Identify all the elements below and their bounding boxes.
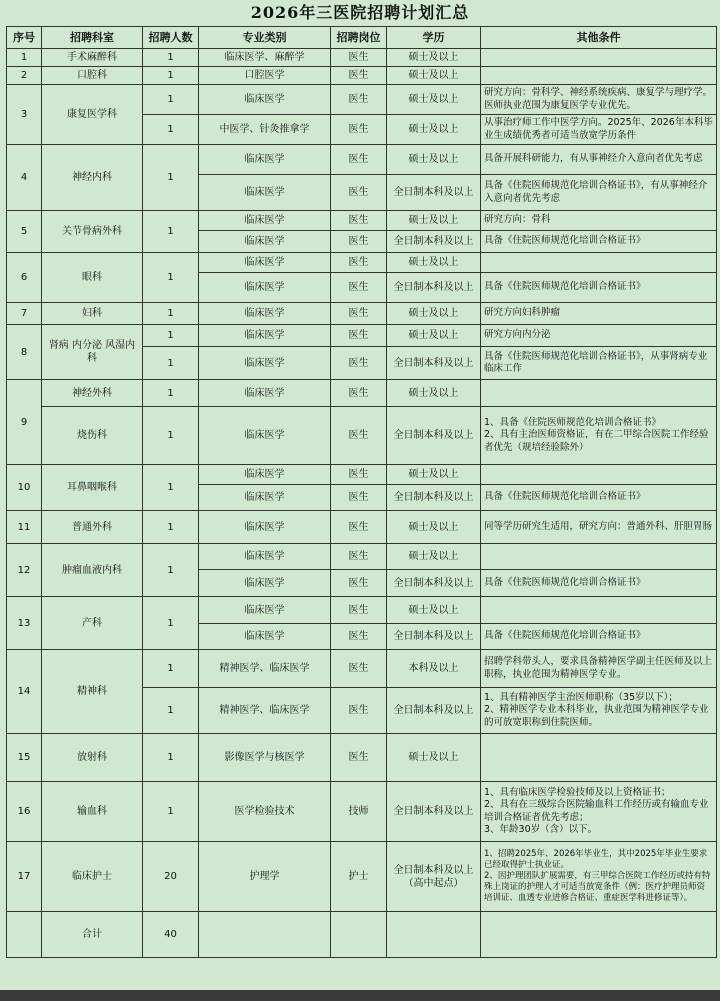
row-no: 7 [7,303,42,325]
row-count: 1 [143,688,199,734]
row-dept: 神经外科 [42,380,143,407]
row-cond: 1、招聘2025年、2026年毕业生，其中2025年毕业生要求已经取得护士执业证。 2、因护理团队扩展需要，有三甲综合医院工作经历或持有特殊上岗证的护理人才可适当放宽条件（例：医疗护理员师资培训证、血透专业进修合格证、重症医学科进修证等）。 [481,842,717,912]
row-edu: 硕士及以上 [387,211,481,231]
row-edu: 全日制本科及以上 [387,782,481,842]
row-post: 医生 [331,175,387,211]
row-cond: 从事治疗师工作中医学方向。2025年、2026年本科毕业生成绩优秀者可适当放宽学历条件 [481,115,717,145]
row-cond: 具备《住院医师规范化培训合格证书》 [481,231,717,253]
row-major: 护理学 [199,842,331,912]
total-count: 40 [143,912,199,958]
row-major: 影像医学与核医学 [199,734,331,782]
row-no: 16 [7,782,42,842]
table-row [7,325,717,347]
row-count: 1 [143,734,199,782]
row-count: 1 [143,49,199,67]
row-dept: 眼科 [42,253,143,303]
row-post: 医生 [331,380,387,407]
row-major: 临床医学 [199,624,331,650]
row-major: 临床医学 [199,211,331,231]
recruitment-table [6,26,717,958]
row-count: 1 [143,782,199,842]
row-edu: 硕士及以上 [387,253,481,273]
row-edu: 全日制本科及以上 [387,485,481,511]
row-cond: 具备《住院医师规范化培训合格证书》 [481,273,717,303]
row-post: 医生 [331,67,387,85]
row-count: 1 [143,650,199,688]
row-post: 医生 [331,734,387,782]
row-edu: 硕士及以上 [387,544,481,570]
row-post: 医生 [331,570,387,597]
row-post: 医生 [331,253,387,273]
row-edu: 全日制本科及以上 [387,688,481,734]
row-no [7,912,42,958]
row-major: 临床医学 [199,485,331,511]
row-major: 临床医学、麻醉学 [199,49,331,67]
row-dept: 肾病 内分泌 风湿内科 [42,325,143,380]
row-count: 1 [143,211,199,253]
row-cond: 1、具备《住院医师规范化培训合格证书》 2、具有主治医师资格证，有在二甲综合医院工作经验者优先（规培经验除外） [481,407,717,465]
table-row [7,734,717,782]
row-major: 临床医学 [199,511,331,544]
row-count: 1 [143,325,199,347]
table-row [7,782,717,842]
row-post: 医生 [331,544,387,570]
row-post: 医生 [331,115,387,145]
row-edu: 硕士及以上 [387,597,481,624]
row-dept: 普通外科 [42,511,143,544]
row-post: 医生 [331,231,387,253]
header-major: 专业类别 [199,27,331,49]
page-title: 2026年三医院招聘计划汇总 [250,3,470,22]
row-cond: 具备《住院医师规范化培训合格证书》 [481,570,717,597]
row-post: 护士 [331,842,387,912]
row-major: 临床医学 [199,347,331,380]
row-no: 6 [7,253,42,303]
row-post: 医生 [331,347,387,380]
total-label: 合计 [42,912,143,958]
row-cond [481,380,717,407]
row-major: 口腔医学 [199,67,331,85]
row-dept: 耳鼻咽喉科 [42,465,143,511]
bottom-edge-strip [0,990,720,1001]
row-edu: 全日制本科及以上 [387,570,481,597]
row-major: 临床医学 [199,570,331,597]
row-dept: 手术麻醉科 [42,49,143,67]
table-row [7,597,717,624]
row-cond [481,734,717,782]
row-post: 技师 [331,782,387,842]
row-post: 医生 [331,325,387,347]
row-edu: 全日制本科及以上 [387,273,481,303]
row-major: 中医学、针灸推拿学 [199,115,331,145]
row-major: 临床医学 [199,145,331,175]
row-major: 临床医学 [199,597,331,624]
row-no: 5 [7,211,42,253]
row-count: 1 [143,380,199,407]
row-edu: 硕士及以上 [387,734,481,782]
row-major: 临床医学 [199,465,331,485]
row-edu: 本科及以上 [387,650,481,688]
row-major: 临床医学 [199,303,331,325]
row-major: 精神医学、临床医学 [199,650,331,688]
row-no: 17 [7,842,42,912]
row-count: 1 [143,145,199,211]
row-cond: 研究方向内分泌 [481,325,717,347]
table-row [7,544,717,570]
row-no: 2 [7,67,42,85]
row-edu: 全日制本科及以上 [387,347,481,380]
row-post: 医生 [331,303,387,325]
row-dept: 临床护士 [42,842,143,912]
row-edu: 硕士及以上 [387,115,481,145]
row-major [199,912,331,958]
row-count: 1 [143,544,199,597]
header-edu: 学历 [387,27,481,49]
row-count: 1 [143,85,199,115]
row-cond [481,49,717,67]
row-cond: 具备《住院医师规范化培训合格证书》，从事肾病专业临床工作 [481,347,717,380]
row-major: 临床医学 [199,175,331,211]
header-dept: 招聘科室 [42,27,143,49]
row-count: 1 [143,597,199,650]
row-dept: 关节骨病外科 [42,211,143,253]
row-count: 1 [143,253,199,303]
row-edu: 硕士及以上 [387,303,481,325]
row-post: 医生 [331,145,387,175]
row-dept: 烧伤科 [42,407,143,465]
row-major: 临床医学 [199,231,331,253]
row-edu: 硕士及以上 [387,49,481,67]
row-dept: 精神科 [42,650,143,734]
header-count: 招聘人数 [143,27,199,49]
total-row [7,912,717,958]
table-row [7,407,717,465]
table-row [7,49,717,67]
row-edu: 全日制本科及以上 [387,231,481,253]
row-cond: 具备《住院医师规范化培训合格证书》 [481,485,717,511]
row-post: 医生 [331,407,387,465]
row-major: 临床医学 [199,253,331,273]
row-cond: 1、具有临床医学检验技师及以上资格证书； 2、具有在三级综合医院输血科工作经历或有输血专业培训合格证者优先考虑； 3、年龄30岁（含）以下。 [481,782,717,842]
row-dept: 妇科 [42,303,143,325]
table-row [7,465,717,485]
table-row [7,650,717,688]
row-count: 1 [143,347,199,380]
row-edu: 硕士及以上 [387,511,481,544]
table-header-row [7,27,717,49]
table-row [7,67,717,85]
row-no: 15 [7,734,42,782]
row-cond: 具备开展科研能力，有从事神经介入意向者优先考虑 [481,145,717,175]
row-post: 医生 [331,597,387,624]
header-cond: 其他条件 [481,27,717,49]
header-post: 招聘岗位 [331,27,387,49]
row-major: 临床医学 [199,407,331,465]
row-no: 11 [7,511,42,544]
row-major: 临床医学 [199,273,331,303]
table-row [7,842,717,912]
row-edu [387,912,481,958]
row-dept: 康复医学科 [42,85,143,145]
row-post: 医生 [331,211,387,231]
row-no: 14 [7,650,42,734]
row-post: 医生 [331,49,387,67]
row-no: 1 [7,49,42,67]
row-cond [481,253,717,273]
row-major: 精神医学、临床医学 [199,688,331,734]
table-row [7,380,717,407]
row-major: 临床医学 [199,544,331,570]
table-row [7,253,717,273]
row-dept: 放射科 [42,734,143,782]
row-count: 1 [143,115,199,145]
row-post: 医生 [331,485,387,511]
row-edu: 硕士及以上 [387,380,481,407]
row-dept: 产科 [42,597,143,650]
row-count: 1 [143,67,199,85]
row-cond: 研究方向：骨科 [481,211,717,231]
row-major: 临床医学 [199,380,331,407]
row-cond: 具备《住院医师规范化培训合格证书》 [481,624,717,650]
row-cond [481,912,717,958]
row-edu: 硕士及以上 [387,67,481,85]
row-cond [481,465,717,485]
row-cond: 同等学历研究生适用，研究方向：普通外科、肝胆胃肠 [481,511,717,544]
row-no: 10 [7,465,42,511]
row-count: 1 [143,465,199,511]
row-dept: 口腔科 [42,67,143,85]
row-cond [481,67,717,85]
row-cond: 招聘学科带头人，要求具备精神医学副主任医师及以上职称，执业范围为精神医学专业。 [481,650,717,688]
row-post: 医生 [331,511,387,544]
row-edu: 硕士及以上 [387,85,481,115]
header-no: 序号 [7,27,42,49]
row-cond: 1、具有精神医学主治医师职称（35岁以下）； 2、精神医学专业本科毕业，执业范围为精神医学专业的可放宽职称到住院医师。 [481,688,717,734]
row-major: 临床医学 [199,325,331,347]
row-major: 临床医学 [199,85,331,115]
row-post: 医生 [331,688,387,734]
row-no: 4 [7,145,42,211]
row-cond: 具备《住院医师规范化培训合格证书》，有从事神经介入意向者优先考虑 [481,175,717,211]
table-row [7,303,717,325]
table-row [7,85,717,115]
row-cond [481,597,717,624]
row-no: 3 [7,85,42,145]
row-edu: 全日制本科及以上 [387,407,481,465]
table-row [7,511,717,544]
row-edu: 全日制本科及以上 [387,624,481,650]
row-no: 9 [7,380,42,465]
row-edu: 硕士及以上 [387,465,481,485]
row-count: 1 [143,303,199,325]
row-cond [481,544,717,570]
row-count: 1 [143,407,199,465]
row-no: 13 [7,597,42,650]
table-row [7,211,717,231]
table-row [7,145,717,175]
row-edu: 硕士及以上 [387,325,481,347]
row-dept: 神经内科 [42,145,143,211]
row-cond: 研究方向妇科肿瘤 [481,303,717,325]
row-major: 医学检验技术 [199,782,331,842]
row-post: 医生 [331,85,387,115]
row-edu: 全日制本科及以上（高中起点） [387,842,481,912]
row-edu: 硕士及以上 [387,145,481,175]
row-post: 医生 [331,273,387,303]
row-no: 8 [7,325,42,380]
row-dept: 肿瘤血液内科 [42,544,143,597]
row-no: 12 [7,544,42,597]
row-post [331,912,387,958]
row-dept: 输血科 [42,782,143,842]
row-post: 医生 [331,624,387,650]
row-count: 1 [143,511,199,544]
row-cond: 研究方向：骨科学、神经系统疾病、康复学与理疗学。医师执业范围为康复医学专业优先。 [481,85,717,115]
row-post: 医生 [331,465,387,485]
row-count: 20 [143,842,199,912]
row-edu: 全日制本科及以上 [387,175,481,211]
row-post: 医生 [331,650,387,688]
